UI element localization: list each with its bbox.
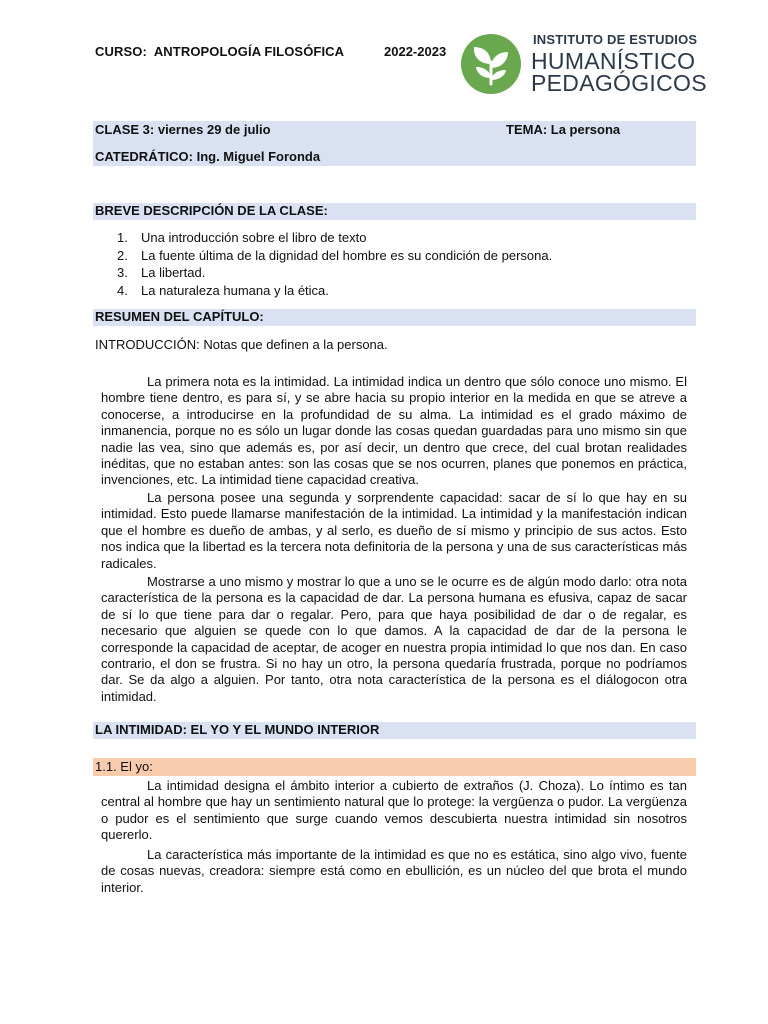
summary-paragraph-1-text: La primera nota es la intimidad. La intimidad indica un dentro que sólo conoce uno mismo. El hombre tiene dentro, es para sí, y se abre hacia su propio interior en la medida en que se atreve a conocerse, a introducirse en la profundidad de su alma. La intimidad es el grado máximo de inmanencia, porque no es sólo un lugar donde las cosas quedan guardadas para uno mismo sin que nadie las vea, sino que además es, por así decir, un dentro que crece, del cual brotan realidades inéditas, que no estaban antes: son las cosas que se nos ocurren, planes que ponemos en práctica, invenciones, etc. La intimidad tiene capacidad creativa.: [101, 374, 687, 488]
summary-paragraph-3-text: Mostrarse a uno mismo y mostrar lo que a uno se le ocurre es de algún modo darlo: otra nota característica de la persona es la capacidad de dar. La persona humana es efusiva, capaz de sacar de sí lo que tiene para dar o regalar. Pero, para que haya posibilidad de dar o de regalar, es necesario que alguien se quede con lo que damos. A la capacidad de dar de la persona le corresponde la capacidad de aceptar, de acoger en nuestra propia intimidad lo que nos dan. En caso contrario, el don se frustra. Si no hay un otro, la persona quedaría frustrada, porque no podríamos dar. Se da algo a alguien. Por tanto, otra nota característica de la persona es el diálogocon otra intimidad.: [101, 574, 687, 704]
subheading: 1.1. El yo:: [95, 759, 153, 774]
section-heading: LA INTIMIDAD: EL YO Y EL MUNDO INTERIOR: [95, 722, 380, 737]
list-item: [117, 247, 552, 265]
list-item: [117, 282, 552, 300]
list-item-text: Una introducción sobre el libro de texto: [141, 230, 367, 245]
section-paragraph-1-text: La intimidad designa el ámbito interior a cubierto de extraños (J. Choza). Lo íntimo es tan central al hombre que hay un sentimiento natural que lo protege: la vergüenza o pudor. La vergüenza o pudor es el sentimiento que surge cuando vemos descubierta nuestra intimidad sin nosotros quererlo.: [101, 778, 687, 843]
logo-line-3: PEDAGÓGICOS: [531, 70, 707, 96]
description-heading-band: [93, 203, 696, 220]
list-item: [117, 264, 552, 282]
class-date: CLASE 3: viernes 29 de julio: [95, 122, 271, 137]
list-item-text: La fuente última de la dignidad del hombre es su condición de persona.: [141, 247, 553, 263]
list-item-number: 4.: [117, 282, 128, 298]
list-item-number: 2.: [117, 247, 128, 263]
list-item-number: 3.: [117, 265, 128, 280]
class-topic: TEMA: La persona: [506, 122, 621, 137]
logo-line-1: INSTITUTO DE ESTUDIOS: [533, 32, 698, 47]
list-item: [117, 229, 552, 247]
professor: CATEDRÁTICO: Ing. Miguel Foronda: [95, 149, 321, 164]
summary-heading-band: [93, 309, 696, 326]
description-list: [117, 229, 552, 299]
list-item-number: 1.: [117, 230, 128, 245]
course-title: CURSO: ANTROPOLOGÍA FILOSÓFICA: [95, 44, 345, 59]
class-info-band: [93, 121, 696, 166]
section-paragraph-2-text: La característica más importante de la intimidad es que no es estática, sino algo vivo, fuente de cosas nuevas, creadora: siempre está como en ebullición, es un núcleo del que brota el mundo interior.: [101, 847, 687, 895]
section-paragraph-2: [101, 847, 687, 896]
list-item-text: La naturaleza humana y la ética.: [141, 282, 329, 298]
intro-line: INTRODUCCIÓN: Notas que definen a la persona.: [95, 337, 388, 352]
subheading-band: [93, 758, 696, 776]
section-heading-band: [93, 722, 696, 739]
summary-paragraph-1: [101, 374, 687, 489]
list-item-text: La libertad.: [141, 265, 206, 280]
description-heading: BREVE DESCRIPCIÓN DE LA CLASE:: [95, 203, 328, 218]
academic-year: 2022-2023: [384, 44, 447, 59]
summary-paragraph-3: [101, 574, 687, 705]
logo-line-2: HUMANÍSTICO: [531, 48, 696, 74]
institute-logo: [461, 32, 707, 96]
summary-heading: RESUMEN DEL CAPÍTULO:: [95, 309, 264, 324]
summary-paragraph-2: [101, 490, 687, 572]
section-paragraph-1: [101, 778, 687, 844]
sprout-leaves-icon: [461, 34, 521, 94]
summary-paragraph-2-text: La persona posee una segunda y sorprendente capacidad: sacar de sí lo que hay en su intimidad. Esto puede llamarse manifestación de la intimidad. La intimidad y la manifestación indican que el hombre es dueño de ambas, y al serlo, es dueño de sí mismo y principio de sus actos. Esto nos indica que la libertad es la tercera nota definitoria de la persona y una de sus características más radicales.: [101, 490, 687, 571]
